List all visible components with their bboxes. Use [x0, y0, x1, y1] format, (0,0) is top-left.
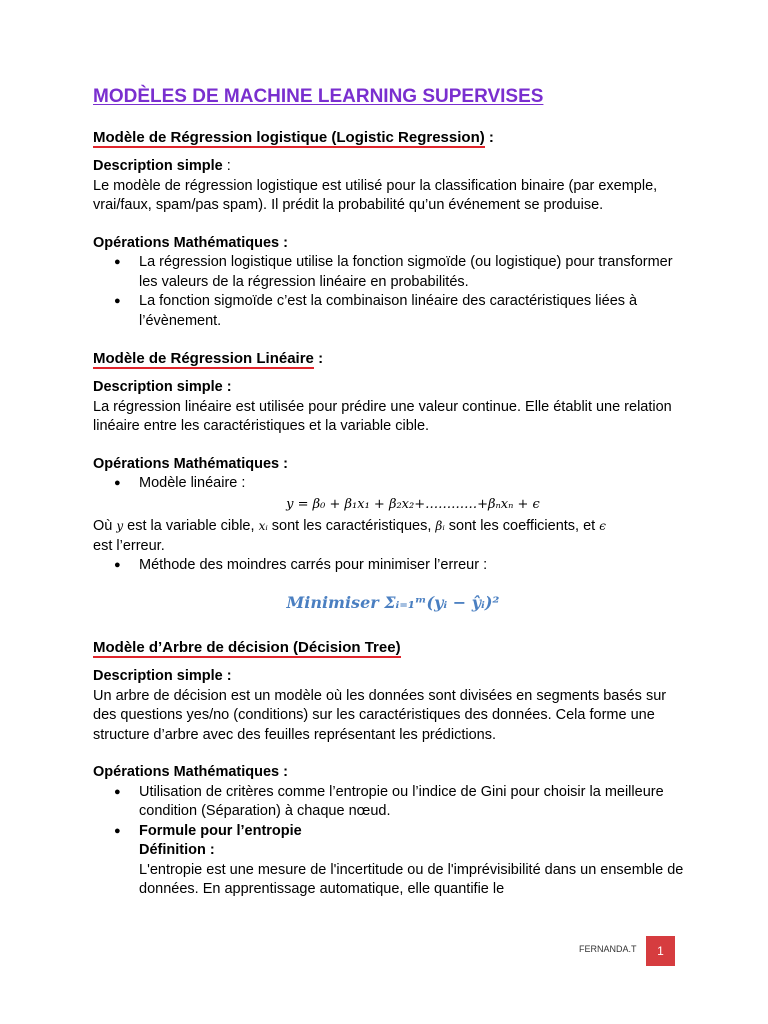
bullet-list — [93, 783, 693, 900]
description-text: Un arbre de décision est un modèle où les données sont divisées en segments basés sur des questions yes/no (conditions) sur les caractéristiques des données. Cela forme une structure d’arbre avec des feuilles représentant les prédictions. — [93, 687, 667, 743]
section-heading-linear — [93, 349, 693, 368]
bullet-list — [93, 474, 693, 494]
description-text: La régression linéaire est utilisée pour prédire une valeur continue. Elle établit une relation linéaire entre les caractéristiques et la variable cible. — [93, 398, 672, 434]
text-fragment: sont les caractéristiques, — [267, 517, 436, 534]
math-symbol: ϵ — [599, 518, 606, 533]
page-title: MODÈLES DE MACHINE LEARNING SUPERVISES — [93, 86, 544, 107]
operations-label: Opérations Mathématiques : — [93, 455, 288, 472]
heading-suffix: : — [313, 350, 324, 367]
list-item: ● Modèle linéaire : — [139, 474, 693, 494]
heading-text: Modèle de Régression Linéaire — [93, 350, 314, 367]
heading-suffix: : — [484, 129, 494, 146]
text-fragment: Où — [93, 517, 117, 534]
page-number-badge: 1 — [646, 936, 675, 966]
section-heading-logistic — [93, 128, 693, 147]
text-fragment: est l’erreur. — [93, 537, 165, 554]
linear-equation: y = β₀ + β₁x₁ + β₂x₂+…………+βₙxₙ + ϵ — [286, 496, 540, 512]
entropy-title: ● Formule pour l’entropie — [139, 822, 302, 839]
section-heading-decision-tree — [93, 638, 693, 657]
heading-text: Modèle d’Arbre de décision (Décision Tree) — [93, 639, 401, 656]
text-fragment: sont les coefficients, et — [444, 517, 600, 534]
math-symbol: βᵢ — [435, 518, 445, 533]
description-label: Description simple : — [93, 668, 232, 684]
document-content — [93, 86, 693, 900]
list-item: ● La régression logistique utilise la fonction sigmoïde (ou logistique) pour transformer les valeurs de la régression linéaire en probabilités. — [139, 253, 693, 292]
text-fragment: est la variable cible, — [123, 517, 259, 534]
description-text: Le modèle de régression logistique est utilisé pour la classification binaire (par exemple, vrai/faux, spam/pas spam). Il prédit la probabilité qu’un événement se produise. — [93, 177, 658, 213]
entropy-text: L'entropie est une mesure de l'incertitude ou de l'imprévisibilité dans un ensemble de données. En apprentissage automatique, elle quantifie le — [139, 861, 684, 897]
math-symbol: xᵢ — [258, 518, 268, 533]
list-item: ● La fonction sigmoïde c’est la combinaison linéaire des caractéristiques liées à l’évènement. — [139, 292, 693, 331]
minimize-formula: Minimiser Σᵢ₌₁ᵐ(yᵢ − ŷᵢ)² — [286, 593, 500, 612]
footer-author: FERNANDA.T — [579, 944, 637, 954]
operations-label: Opérations Mathématiques : — [93, 234, 288, 251]
heading-text: Modèle de Régression logistique (Logistic Regression) — [93, 129, 485, 146]
description-label — [93, 157, 693, 177]
operations-label: Opérations Mathématiques : — [93, 764, 288, 780]
description-label: Description simple : — [93, 379, 232, 395]
desc-label-text: Description simple — [93, 158, 223, 174]
definition-label: Définition : — [139, 842, 215, 858]
bullet-list — [93, 253, 693, 331]
list-item: ● Utilisation de critères comme l’entropie ou l’indice de Gini pour choisir la meilleure condition (Séparation) à chaque nœud. — [139, 783, 693, 822]
variable-definition — [93, 516, 693, 556]
list-item — [139, 822, 693, 900]
math-symbol: y — [116, 518, 124, 533]
desc-label-suffix: : — [222, 158, 231, 174]
list-item: ● Méthode des moindres carrés pour minimiser l’erreur : — [139, 556, 693, 576]
bullet-list — [93, 556, 693, 576]
